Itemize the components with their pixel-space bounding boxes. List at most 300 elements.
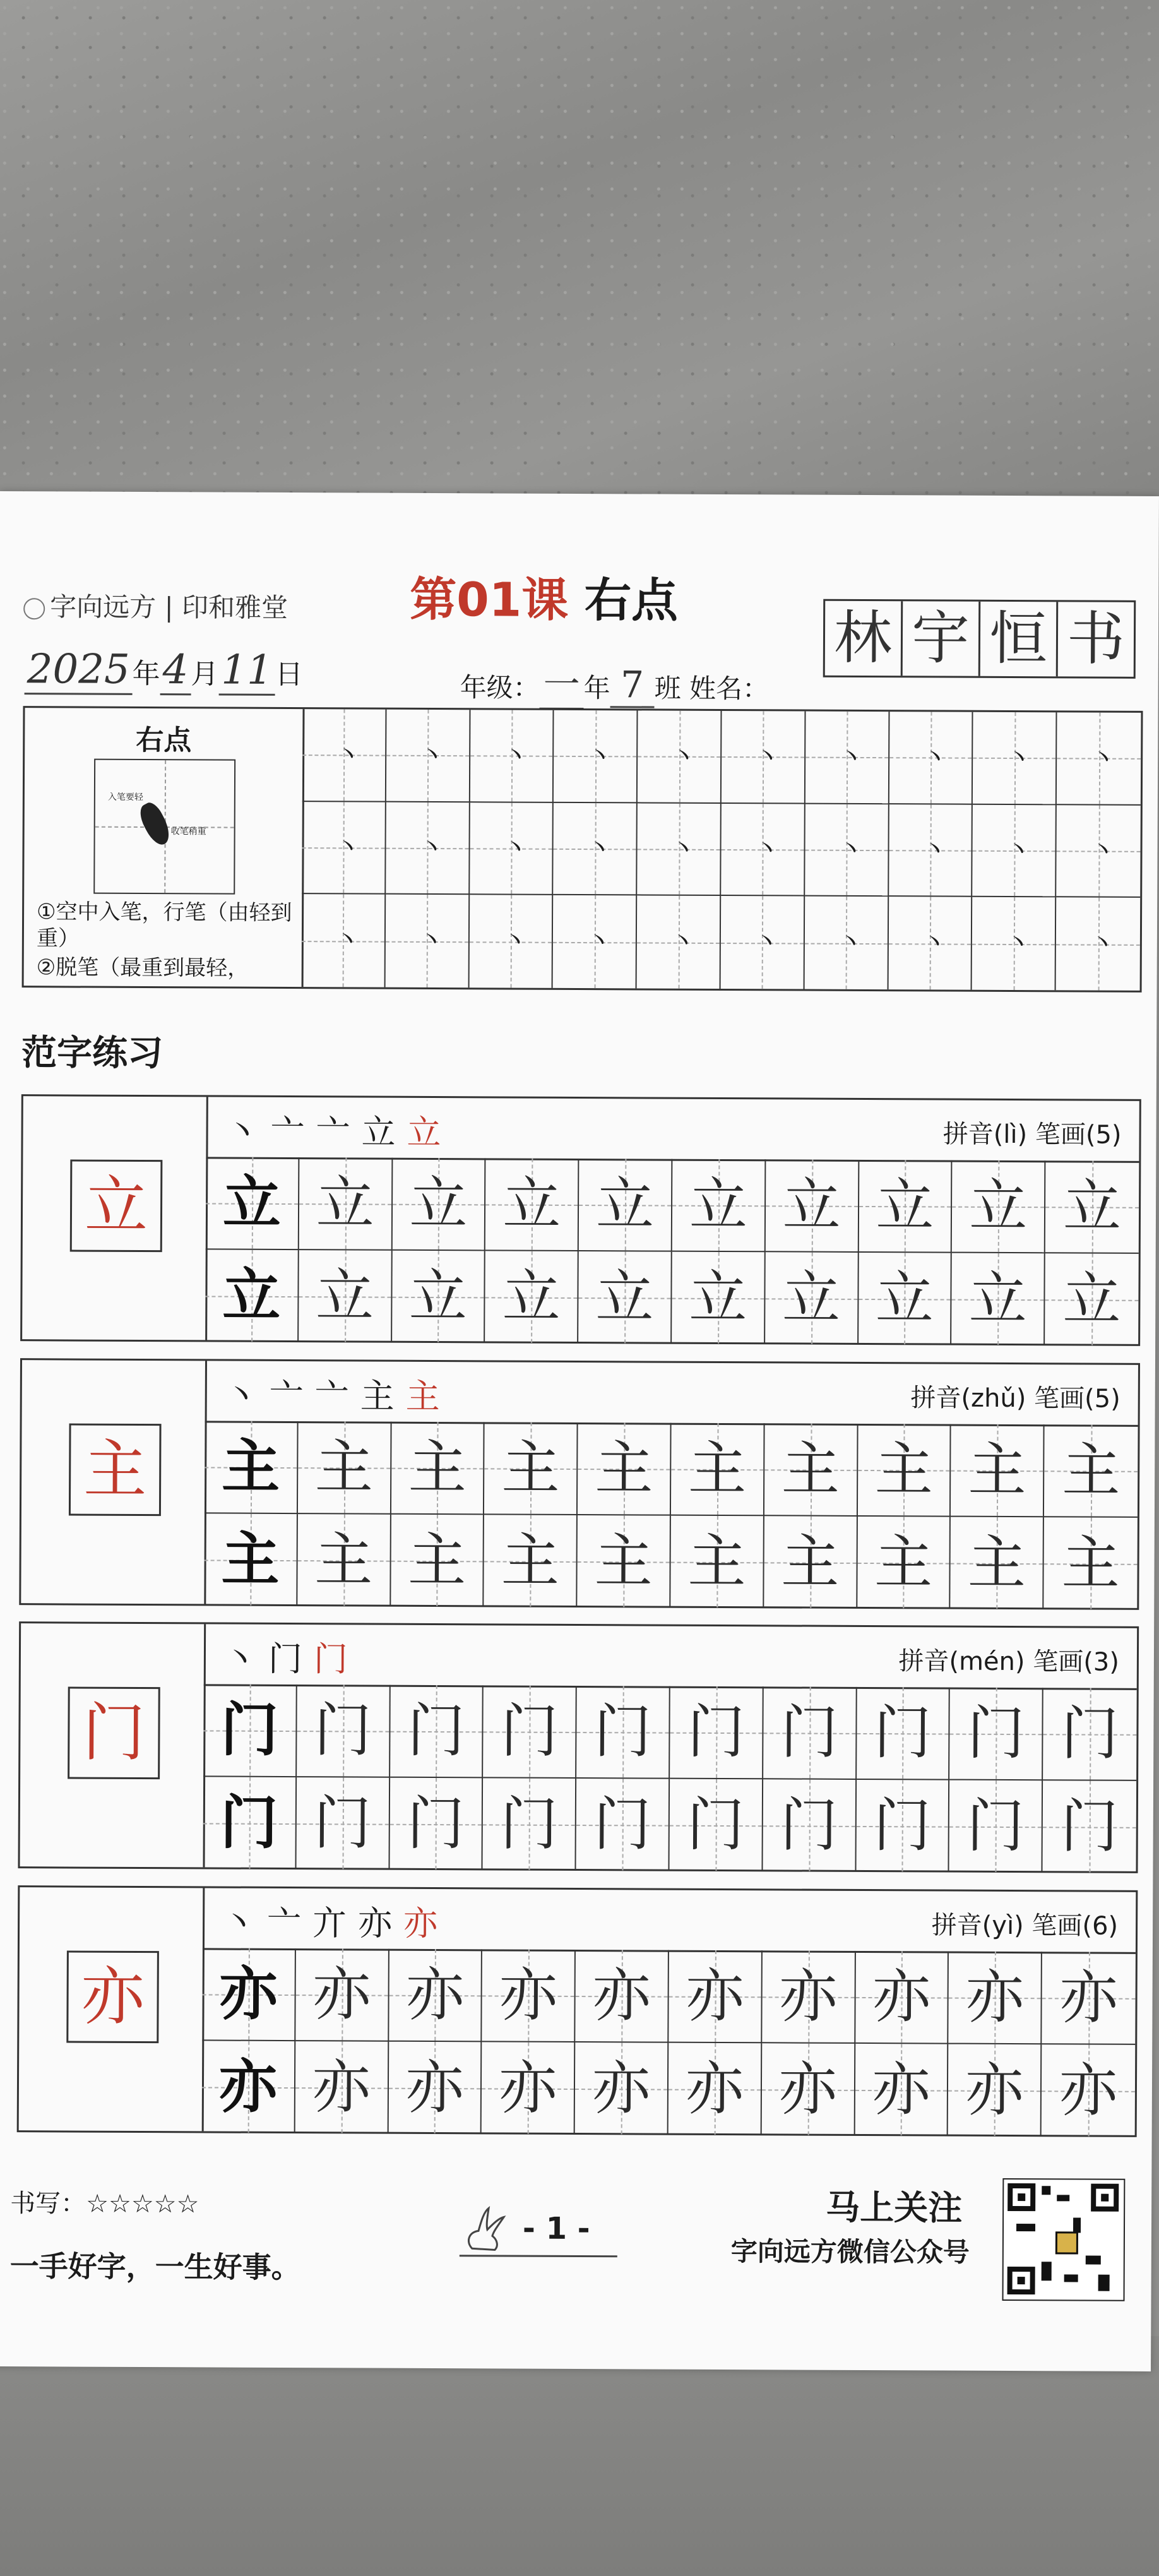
practice-char-cell[interactable]: [390, 1685, 484, 1779]
written-char: 亦: [591, 2054, 651, 2123]
practice-char-cell[interactable]: [485, 1251, 579, 1343]
written-char: 门: [407, 1789, 465, 1858]
lesson-stroke-name: 右点: [584, 573, 679, 628]
model-char-panel: [21, 1360, 207, 1604]
practice-char-cell[interactable]: [952, 1253, 1045, 1345]
practice-char-cell[interactable]: [670, 1516, 764, 1608]
model-char-cell[interactable]: [203, 1684, 297, 1777]
written-char: 立: [968, 1265, 1027, 1333]
stroke-order-final: 主: [405, 1376, 451, 1417]
model-char: 亦: [66, 1950, 159, 2043]
written-char: 立: [595, 1263, 654, 1332]
written-char: 门: [873, 1699, 932, 1767]
stroke-glyph: 丶: [419, 741, 445, 770]
stroke-order-step: 立: [361, 1112, 407, 1152]
stroke-order: [225, 1105, 452, 1155]
practice-char-cell[interactable]: [1043, 1517, 1137, 1609]
practice-char-cell[interactable]: [1042, 2044, 1135, 2137]
practice-char-cell[interactable]: [672, 1159, 766, 1253]
stroke-order-final: 门: [313, 1639, 360, 1679]
written-char: 门: [220, 1695, 279, 1764]
stroke-practice-cell[interactable]: [889, 804, 973, 897]
written-char: 亦: [312, 1960, 371, 2029]
stroke-order-step: 亣: [312, 1903, 359, 1943]
written-char: 亦: [965, 2056, 1024, 2125]
char-practice-block: [19, 1358, 1140, 1610]
written-char: 亦: [1059, 1964, 1118, 2032]
written-char: 立: [315, 1262, 374, 1330]
written-char: 门: [313, 1789, 372, 1857]
stroke-practice-cell[interactable]: [721, 804, 805, 897]
stroke-practice-block: [22, 706, 1143, 993]
written-char: 主: [687, 1434, 747, 1503]
practice-char-cell[interactable]: [577, 1515, 670, 1607]
stroke-practice-cell[interactable]: [804, 897, 888, 989]
table-surface-top: [0, 0, 1159, 505]
stroke-order-step: 亠: [270, 1111, 316, 1152]
rating-stars[interactable]: 书写：☆☆☆☆☆: [10, 2189, 199, 2219]
class-field[interactable]: 7: [610, 663, 655, 708]
grade-label: 年级：: [460, 672, 540, 703]
stroke-order-final: 立: [407, 1112, 453, 1153]
stroke-glyph: 丶: [335, 740, 361, 770]
date-day[interactable]: 11: [218, 647, 275, 696]
practice-char-cell[interactable]: [857, 1517, 951, 1609]
practice-char-cell[interactable]: [295, 1948, 389, 2042]
date-month-label: 月: [191, 658, 219, 691]
written-char: 立: [1062, 1265, 1121, 1333]
practice-char-cell[interactable]: [482, 2042, 575, 2134]
written-char: 门: [780, 1791, 838, 1859]
stroke-glyph: 丶: [838, 835, 864, 865]
stroke-glyph: 丶: [670, 834, 696, 864]
page-underline: [460, 2255, 617, 2257]
practice-char-cell[interactable]: [1044, 1424, 1138, 1518]
written-char: 主: [1062, 1436, 1120, 1505]
practice-char-cell[interactable]: [297, 1685, 390, 1778]
written-char: 亦: [405, 1960, 465, 2029]
stroke-glyph: 丶: [335, 926, 360, 955]
practice-char-cell[interactable]: [484, 1685, 577, 1779]
practice-char-cell[interactable]: [949, 1688, 1043, 1781]
model-char-panel: [19, 1887, 205, 2131]
demo-label-out: 收笔稍重: [170, 826, 206, 837]
stroke-glyph: 丶: [586, 834, 612, 864]
model-char-cell[interactable]: [202, 1948, 295, 2041]
stroke-practice-cell[interactable]: [469, 895, 553, 988]
written-char: 亦: [872, 1963, 931, 2031]
stroke-order: [222, 1896, 449, 1946]
practice-char-cell[interactable]: [1043, 1780, 1136, 1873]
written-char: 主: [967, 1529, 1026, 1597]
seal-icon: [23, 598, 45, 619]
practice-char-cell[interactable]: [949, 1780, 1043, 1873]
written-char: 主: [781, 1528, 840, 1596]
practice-char-cell[interactable]: [859, 1160, 952, 1253]
written-char: 主: [874, 1529, 933, 1597]
practice-char-cell[interactable]: [297, 1514, 391, 1606]
practice-char-cell[interactable]: [576, 1686, 670, 1779]
stroke-glyph: 丶: [418, 926, 444, 956]
practice-char-cell[interactable]: [672, 1252, 765, 1344]
practice-char-cell[interactable]: [299, 1250, 392, 1342]
written-char: 立: [222, 1261, 281, 1330]
written-char: 主: [968, 1436, 1026, 1505]
written-char: 立: [595, 1171, 655, 1239]
stroke-glyph: 丶: [838, 742, 864, 772]
char-practice-block: [18, 1621, 1139, 1873]
stroke-order-step: 亠: [316, 1112, 362, 1152]
practice-char-cell[interactable]: [763, 1686, 857, 1780]
stroke-glyph: 丶: [502, 926, 528, 957]
model-char-cell[interactable]: [204, 1513, 297, 1606]
follow-subtitle: 字向远方微信公众号: [730, 2236, 970, 2268]
practice-char-cell[interactable]: [484, 1515, 578, 1607]
written-char: 亦: [405, 2053, 464, 2122]
written-char: 门: [966, 1792, 1025, 1861]
written-char: 亦: [872, 2056, 930, 2124]
model-char: 立: [70, 1159, 163, 1252]
practice-char-cell[interactable]: [765, 1252, 859, 1344]
stroke-glyph: 丶: [922, 835, 948, 865]
char-practice-grid: [202, 1948, 1136, 2135]
written-char: 门: [500, 1697, 559, 1765]
practice-char-cell[interactable]: [857, 1687, 950, 1780]
page-number: - 1 -: [522, 2210, 590, 2247]
stroke-practice-cell[interactable]: [302, 709, 386, 802]
lesson-number: 第01课: [410, 572, 569, 628]
practice-char-cell[interactable]: [579, 1159, 672, 1252]
stroke-order-row: [205, 1361, 1138, 1426]
written-char: 亦: [778, 2055, 837, 2123]
written-char: 主: [1061, 1529, 1120, 1597]
char-practice-grid: [204, 1421, 1138, 1607]
name-field[interactable]: [823, 599, 1136, 679]
stroke-practice-cell[interactable]: [637, 803, 721, 896]
stroke-order-step: 亠: [269, 1375, 315, 1416]
practice-char-cell[interactable]: [952, 1160, 1045, 1254]
model-char-panel: [22, 1096, 208, 1340]
stroke-glyph: 丶: [586, 741, 612, 771]
stroke-tip-2: ②脱笔（最重到最轻，: [36, 955, 249, 981]
written-char: 主: [781, 1435, 840, 1503]
stroke-glyph: 丶: [1006, 836, 1031, 866]
practice-char-cell[interactable]: [391, 1422, 485, 1515]
pinyin-stroke-info: 拼音(lì) 笔画(5): [942, 1119, 1122, 1150]
stroke-practice-cell[interactable]: [805, 804, 889, 897]
written-char: 立: [782, 1264, 841, 1332]
written-char: 门: [499, 1790, 559, 1858]
stroke-practice-cell[interactable]: [302, 894, 386, 987]
stroke-glyph: 丶: [1090, 836, 1115, 866]
practice-char-cell[interactable]: [669, 1779, 763, 1871]
stroke-practice-cell[interactable]: [722, 711, 805, 804]
stroke-practice-cell[interactable]: [386, 802, 470, 895]
date-year[interactable]: 2025: [25, 646, 133, 695]
written-char: 主: [221, 1432, 280, 1501]
written-char: 主: [408, 1433, 467, 1502]
practice-char-cell[interactable]: [951, 1424, 1044, 1518]
stroke-glyph: 丶: [754, 835, 780, 864]
written-char: 门: [593, 1698, 652, 1766]
model-char-cell[interactable]: [202, 2041, 295, 2133]
stroke-order-step: 丶: [221, 1902, 268, 1943]
year-label: 年: [583, 672, 610, 704]
written-char: 门: [780, 1698, 839, 1767]
practice-char-cell[interactable]: [1045, 1253, 1138, 1345]
stroke-order-step: 丶: [222, 1638, 269, 1679]
follow-title: 马上关注: [826, 2187, 963, 2228]
stroke-practice-cell[interactable]: [973, 804, 1057, 897]
stroke-practice-cell[interactable]: [1056, 805, 1140, 898]
stroke-glyph: 丶: [1090, 744, 1116, 773]
stroke-practice-cell[interactable]: [637, 896, 721, 989]
written-char: 立: [222, 1168, 282, 1237]
written-char: 主: [221, 1525, 280, 1594]
written-char: 亦: [779, 1962, 838, 2030]
practice-char-cell[interactable]: [575, 1950, 669, 2043]
name-char: 书: [1066, 605, 1126, 673]
stroke-practice-grid: [302, 709, 1141, 991]
written-char: 门: [966, 1699, 1025, 1768]
model-char-cell[interactable]: [206, 1157, 299, 1250]
written-char: 立: [689, 1263, 747, 1332]
written-char: 立: [502, 1263, 561, 1331]
stroke-glyph: 丶: [754, 742, 780, 772]
practice-char-cell[interactable]: [576, 1779, 670, 1871]
written-char: 主: [314, 1433, 374, 1501]
demo-label-in: 入笔要轻: [107, 792, 143, 802]
stroke-order-step: 主: [360, 1376, 406, 1416]
written-char: 主: [594, 1527, 653, 1595]
practice-char-cell[interactable]: [298, 1421, 391, 1515]
page-title: [410, 563, 678, 631]
practice-char-cell[interactable]: [578, 1251, 672, 1344]
practice-char-cell[interactable]: [949, 1952, 1042, 2045]
stroke-glyph: 丶: [419, 833, 444, 863]
written-char: 立: [689, 1171, 748, 1239]
name-char: 宇: [903, 601, 981, 676]
practice-char-cell[interactable]: [762, 1950, 855, 2044]
qr-code-icon[interactable]: [1002, 2178, 1126, 2301]
stroke-glyph: 丶: [335, 833, 360, 862]
stroke-order-step: 亠: [314, 1376, 360, 1416]
practice-char-cell[interactable]: [670, 1686, 763, 1780]
written-char: 亦: [965, 1963, 1025, 2032]
practice-char-cell[interactable]: [669, 2043, 762, 2135]
stroke-practice-cell[interactable]: [554, 802, 638, 895]
char-practice-grid: [203, 1684, 1136, 1871]
practice-char-cell[interactable]: [578, 1422, 671, 1516]
practice-char-cell[interactable]: [766, 1159, 859, 1253]
written-char: 立: [1062, 1172, 1122, 1241]
stroke-order: [224, 1369, 451, 1419]
stroke-order-step: 亠: [266, 1902, 313, 1943]
stroke-practice-cell[interactable]: [889, 712, 973, 804]
stroke-glyph: 丶: [1005, 929, 1031, 958]
stroke-glyph: 丶: [922, 742, 948, 773]
pinyin-stroke-info: 拼音(mén) 笔画(3): [898, 1647, 1120, 1677]
practice-char-cell[interactable]: [859, 1253, 952, 1345]
practice-char-cell[interactable]: [388, 2042, 482, 2134]
stroke-practice-cell[interactable]: [638, 710, 722, 803]
stroke-order-step: 丶: [225, 1111, 271, 1152]
practice-char-cell[interactable]: [484, 1422, 578, 1515]
practice-char-cell[interactable]: [763, 1779, 856, 1871]
stroke-glyph: 丶: [754, 927, 780, 957]
practice-char-cell[interactable]: [485, 1158, 579, 1251]
model-char: 主: [69, 1423, 162, 1516]
practice-char-cell[interactable]: [392, 1251, 485, 1343]
stroke-practice-cell[interactable]: [470, 802, 554, 895]
brand-logo: [23, 586, 288, 625]
char-practice-block: [20, 1094, 1141, 1346]
practice-char-cell[interactable]: [669, 1950, 762, 2044]
section-title: 范字练习: [21, 1032, 163, 1075]
stroke-demo-box: [93, 759, 235, 895]
written-char: 亦: [312, 2053, 371, 2121]
stroke-glyph: 丶: [921, 928, 947, 958]
stroke-glyph: 丶: [670, 742, 696, 772]
practice-char-cell[interactable]: [856, 1780, 949, 1872]
written-char: 门: [313, 1696, 372, 1765]
stroke-practice-cell[interactable]: [554, 710, 638, 803]
practice-char-cell[interactable]: [761, 2043, 855, 2135]
written-char: 主: [501, 1527, 560, 1595]
written-char: 门: [407, 1696, 466, 1765]
written-char: 立: [875, 1265, 934, 1333]
written-char: 亦: [218, 2052, 278, 2121]
stroke-glyph: 丶: [670, 927, 696, 957]
stroke-glyph: 丶: [502, 741, 529, 771]
stroke-practice-cell[interactable]: [973, 712, 1057, 805]
brand-logo-text: 字向远方 | 印和雅堂: [50, 591, 288, 623]
stroke-practice-cell[interactable]: [1057, 712, 1141, 805]
stroke-practice-cell[interactable]: [302, 802, 386, 895]
model-char-cell[interactable]: [203, 1777, 296, 1869]
class-label: 班: [654, 672, 681, 704]
written-char: 门: [593, 1791, 652, 1859]
stroke-tip-1: ①空中入笔，行笔（由轻到重）: [36, 899, 292, 951]
stroke-practice-cell[interactable]: [470, 710, 554, 802]
written-char: 立: [408, 1262, 468, 1331]
practice-char-cell[interactable]: [389, 1949, 482, 2042]
pinyin-stroke-info: 拼音(zhǔ) 笔画(5): [910, 1383, 1120, 1414]
written-char: 亦: [219, 1959, 278, 2028]
date-line: [25, 646, 303, 696]
written-char: 主: [595, 1434, 653, 1503]
practice-char-cell[interactable]: [482, 1949, 576, 2042]
written-char: 门: [686, 1791, 745, 1859]
stroke-practice-cell[interactable]: [386, 710, 470, 802]
model-char-cell[interactable]: [205, 1421, 298, 1514]
stroke-order-row: [203, 1888, 1136, 1953]
stroke-order-row: [206, 1097, 1139, 1162]
model-char: 门: [68, 1686, 160, 1779]
practice-char-cell[interactable]: [764, 1423, 858, 1517]
written-char: 门: [220, 1788, 278, 1857]
written-char: 亦: [499, 2054, 557, 2122]
practice-char-cell[interactable]: [764, 1516, 857, 1608]
stroke-order-row: [204, 1624, 1137, 1690]
written-char: 立: [969, 1172, 1028, 1241]
written-char: 主: [501, 1434, 560, 1502]
worksheet-paper: [0, 491, 1159, 2371]
practice-char-cell[interactable]: [1043, 1688, 1136, 1781]
stroke-practice-cell[interactable]: [553, 895, 637, 988]
practice-char-cell[interactable]: [295, 2041, 388, 2133]
practice-char-cell[interactable]: [296, 1777, 389, 1869]
stroke-practice-cell[interactable]: [805, 712, 889, 804]
date-day-label: 日: [275, 658, 303, 691]
stroke-glyph: 丶: [586, 927, 612, 957]
written-char: 立: [316, 1169, 375, 1237]
written-char: 门: [1061, 1700, 1119, 1768]
stroke-order-step: 亦: [357, 1903, 404, 1943]
practice-char-cell[interactable]: [391, 1515, 484, 1607]
practice-char-cell[interactable]: [1042, 1952, 1135, 2045]
written-char: 主: [407, 1526, 467, 1595]
stroke-order-final: 亦: [403, 1903, 449, 1944]
name-char: 林: [825, 601, 903, 676]
char-practice-grid: [205, 1157, 1139, 1344]
stroke-glyph: 丶: [1090, 929, 1115, 959]
stroke-practice-cell[interactable]: [1056, 898, 1140, 991]
practice-char-cell[interactable]: [855, 1951, 949, 2044]
name-char: 恒: [980, 602, 1059, 677]
stroke-practice-cell[interactable]: [972, 897, 1056, 990]
written-char: 亦: [1059, 2056, 1118, 2125]
right-dot-stroke-icon: [135, 799, 175, 849]
grade-field[interactable]: 一: [540, 655, 584, 710]
written-char: 立: [409, 1169, 468, 1238]
practice-char-cell[interactable]: [948, 2044, 1042, 2137]
stroke-order-step: 门: [268, 1638, 314, 1679]
practice-char-cell[interactable]: [389, 1778, 483, 1870]
practice-char-cell[interactable]: [483, 1778, 576, 1870]
written-char: 主: [687, 1527, 746, 1596]
practice-char-cell[interactable]: [1045, 1160, 1139, 1254]
table-surface-bottom: [0, 2336, 1159, 2576]
written-char: 主: [314, 1526, 373, 1594]
stroke-order-step: 丶: [223, 1375, 270, 1416]
written-char: 亦: [592, 1962, 651, 2030]
written-char: 亦: [686, 1962, 744, 2030]
practice-char-cell[interactable]: [858, 1424, 951, 1517]
stroke-glyph: 丶: [1006, 743, 1031, 773]
practice-char-cell[interactable]: [951, 1517, 1044, 1609]
model-char-cell[interactable]: [205, 1249, 299, 1342]
rabbit-icon: [460, 2204, 516, 2255]
practice-char-cell[interactable]: [671, 1423, 764, 1517]
written-char: 门: [1060, 1792, 1119, 1861]
written-char: 立: [502, 1170, 561, 1238]
written-char: 门: [873, 1792, 932, 1860]
written-char: 主: [874, 1436, 933, 1504]
stroke-order: [223, 1632, 359, 1681]
practice-char-cell[interactable]: [575, 2042, 669, 2135]
date-month[interactable]: 4: [160, 647, 191, 695]
practice-char-cell[interactable]: [855, 2044, 948, 2136]
written-char: 亦: [499, 1961, 558, 2029]
practice-char-cell[interactable]: [299, 1157, 393, 1251]
stroke-practice-cell[interactable]: [721, 896, 805, 989]
char-practice-block: [17, 1885, 1138, 2137]
slogan: 一手好字，一生好事。: [9, 2249, 300, 2285]
practice-char-cell[interactable]: [392, 1158, 485, 1251]
stroke-practice-cell[interactable]: [385, 895, 469, 987]
stroke-practice-cell[interactable]: [888, 897, 972, 989]
